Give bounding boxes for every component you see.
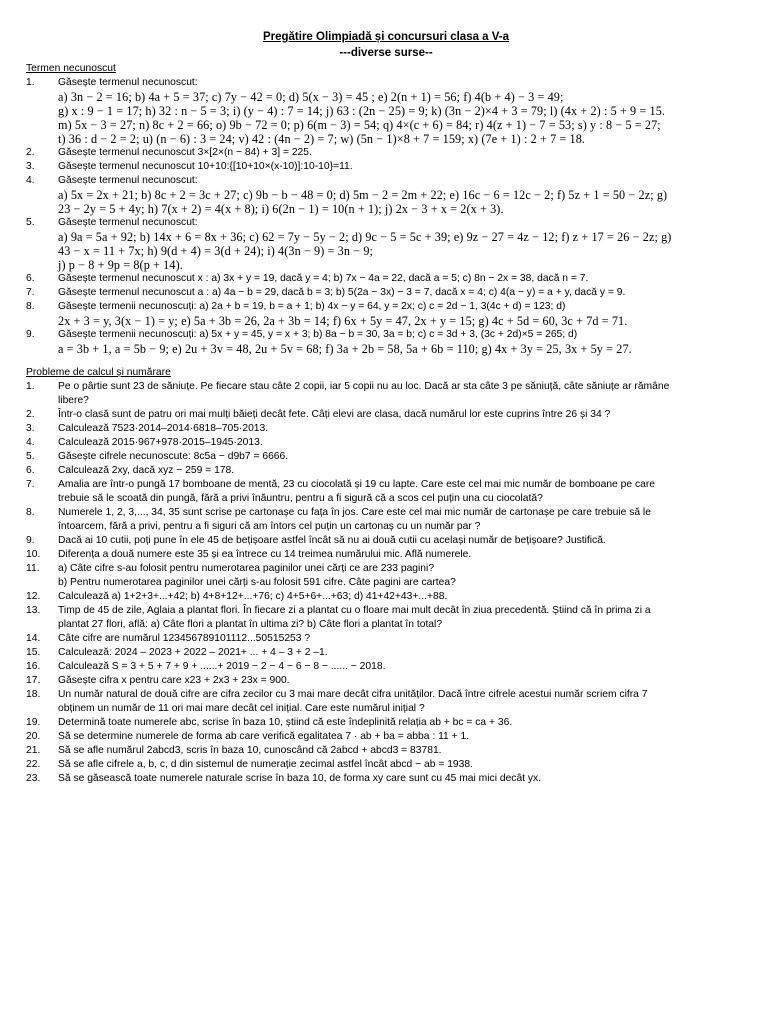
exercise-formula-line: a = 3b + 1, a = 5b − 9; e) 2u + 3v = 48, 2u + 5v = 68; f) 3a + 2b = 58, 5a + 6b = 110; g) 4x + 3y = 25, 3x + 5y = 27.: [58, 342, 632, 356]
exercise-text: [58, 604, 746, 632]
exercise-item: [26, 422, 746, 436]
exercise-text: [58, 674, 746, 688]
exercise-item: [26, 674, 746, 688]
exercise-text-line: Găsește termenii necunoscuți: a) 5x + y = 45, y = x + 3; b) 8a − b = 30, 3a = b; c) c = 3d + 3, (3c + 2d)×5 = 265; d): [58, 329, 578, 340]
exercise-item: [26, 408, 746, 422]
exercise-text: [58, 380, 746, 408]
exercise-number: 5.: [26, 451, 35, 462]
exercise-text-line: Numerele 1, 2, 3,..., 34, 35 sunt scrise pe cartonașe cu fața în jos. Care este cel mai mic număr de cartonașe pe care trebuie să le: [58, 507, 651, 518]
exercise-number: 4.: [26, 437, 35, 448]
exercise-text: [58, 216, 746, 272]
exercise-formula-line: a) 3n − 2 = 16; b) 4a + 5 = 37; c) 7y − 42 = 0; d) 5(x − 3) = 45 ; e) 2(n + 1) = 56; f) 4(b + 4) − 3 = 49;: [58, 90, 564, 104]
exercise-item: [26, 76, 746, 146]
exercise-text-line: Calculează 7523·2014–2014·6818–705·2013.: [58, 423, 269, 434]
exercise-formula-line: a) 9a = 5a + 92; b) 14x + 6 = 8x + 36; c) 62 = 7y − 5y − 2; d) 9c − 5 = 5c + 39; e) 9z − 27 = 4z − 12; f) z + 17 = 26 − 2z; g): [58, 230, 672, 244]
exercise-item: [26, 562, 746, 590]
exercise-number: 19.: [26, 717, 41, 728]
exercise-text-line: întoarcem, fără a privi, pentru a fi siguri că am întors cel puțin un cartonaș cu un număr par ?: [58, 521, 481, 532]
exercise-list-calculation-problems: [26, 380, 746, 786]
exercise-text-line: Să se determine numerele de forma ab care verifică egalitatea 7 · ab + ba = abba : 11 + 1.: [58, 731, 470, 742]
exercise-text: [58, 548, 746, 562]
exercise-text-line: Găsește termenul necunoscut 3×[2×(n − 84) + 3] = 225.: [58, 147, 312, 158]
exercise-text: [58, 146, 746, 160]
exercise-text: [58, 328, 746, 356]
exercise-number: 12.: [26, 591, 41, 602]
exercise-item: [26, 534, 746, 548]
exercise-formula-line: m) 5x − 3 = 27; n) 8c + 2 = 66; o) 9b − 72 = 0; p) 6(m − 3) = 54; q) 4×(c + 6) = 84; r) 4(z + 1) − 7 = 53; s) y : 8 − 5 = 27;: [58, 118, 661, 132]
exercise-text-line: Timp de 45 de zile, Aglaia a plantat flori. În fiecare zi a plantat cu o floare mai mult decât în ziua precedentă. Știind că în prima zi a: [58, 605, 651, 616]
exercise-text: [58, 160, 746, 174]
exercise-number: 11.: [26, 563, 40, 574]
exercise-text-line: Găsește termenii necunoscuți: a) 2a + b = 19, b = a + 1; b) 4x − y = 64, y = 2x; c) c = 2d − 1, 3(4c + d) = 123; d): [58, 301, 566, 312]
exercise-text-line: Câte cifre are numărul 123456789101112...50515253 ?: [58, 633, 311, 644]
exercise-text-line: plantat 27 flori, află: a) Câte flori a plantat în ultima zi? b) Câte flori a plantat în total?: [58, 619, 443, 630]
exercise-text: [58, 464, 746, 478]
exercise-text-line: Diferența a două numere este 35 și ea întrece cu 14 treimea numărului mic. Află numerele.: [58, 549, 472, 560]
exercise-text-line: Să se afle numărul 2abcd3, scris în baza 10, cunoscând că 2abcd + abcd3 = 83781.: [58, 745, 442, 756]
exercise-text-line: Calculează 2xy, dacă xyz − 259 = 178.: [58, 465, 235, 476]
exercise-text: [58, 450, 746, 464]
exercise-number: 10.: [26, 549, 41, 560]
exercise-number: 2.: [26, 409, 35, 420]
exercise-text-line: Găsește termenul necunoscut:: [58, 77, 198, 88]
exercise-text-line: a) Câte cifre s-au folosit pentru numerotarea paginilor unei cărți ce are 233 pagini?: [58, 563, 435, 574]
exercise-formula-line: j) p − 8 + 9p = 8(p + 14).: [58, 258, 183, 272]
exercise-item: [26, 380, 746, 408]
exercise-item: [26, 604, 746, 632]
exercise-text: [58, 688, 746, 716]
exercise-text: [58, 660, 746, 674]
exercise-item: [26, 772, 746, 786]
exercise-number: 15.: [26, 647, 41, 658]
exercise-text: [58, 590, 746, 604]
exercise-number: 22.: [26, 759, 41, 770]
exercise-text: [58, 422, 746, 436]
exercise-text: [58, 632, 746, 646]
exercise-number: 5.: [26, 217, 35, 228]
exercise-item: [26, 216, 746, 272]
exercise-text-line: Găsește termenul necunoscut:: [58, 175, 198, 186]
exercise-formula-line: a) 5x = 2x + 21; b) 8c + 2 = 3c + 27; c) 9b − b − 48 = 0; d) 5m − 2 = 2m + 22; e) 16c − 6 = 12c − 2; f) 5z + 1 = 50 − 2z; g): [58, 188, 668, 202]
exercise-number: 6.: [26, 273, 35, 284]
exercise-text-line: obținem un număr de 11 ori mai mare decât cel inițial. Care este numărul inițial ?: [58, 703, 425, 714]
exercise-number: 2.: [26, 147, 35, 158]
exercise-text: [58, 286, 746, 300]
exercise-item: [26, 548, 746, 562]
exercise-text-line: Pe o pârtie sunt 23 de săniuțe. Pe fiecare stau câte 2 copii, iar 5 copii nu au loc. Dacă ar sta câte 3 pe săniuță, câte săniuțe ar rămâne: [58, 381, 670, 392]
exercise-text: [58, 436, 746, 450]
exercise-text-line: Într-o clasă sunt de patru ori mai mulți băieți decât fete. Câți elevi are clasa, dacă numărul lor este cuprins între 26 și 34 ?: [58, 409, 611, 420]
exercise-text-line: Găsește termenul necunoscut x : a) 3x + y = 19, dacă y = 4; b) 7x − 4a = 22, dacă a = 5; c) 8n − 2x = 38, dacă n = 7.: [58, 273, 589, 284]
exercise-number: 3.: [26, 423, 35, 434]
exercise-number: 9.: [26, 329, 35, 340]
exercise-number: 18.: [26, 689, 41, 700]
exercise-number: 13.: [26, 605, 41, 616]
exercise-item: [26, 632, 746, 646]
exercise-text: [58, 562, 746, 590]
exercise-text-line: Dacă ai 10 cutii, poți pune în ele 45 de bețișoare astfel încât să nu ai două cutii cu același număr de bețișoare? Justifică.: [58, 535, 606, 546]
exercise-text-line: b) Pentru numerotarea paginilor unei cărți s-au folosit 591 cifre. Câte pagini are cartea?: [58, 577, 456, 588]
exercise-number: 3.: [26, 161, 35, 172]
exercise-text: [58, 716, 746, 730]
exercise-text-line: trebuie să le scoată din pungă, fără a privi înăuntru, pentru a fi sigură că a scos cel puțin una cu ciocolată?: [58, 493, 543, 504]
exercise-list-unknown-term: [26, 76, 746, 356]
exercise-text-line: Să se afle cifrele a, b, c, d din sistemul de numerație zecimal astfel încât abcd − ab = 1938.: [58, 759, 473, 770]
exercise-item: [26, 272, 746, 286]
exercise-number: 9.: [26, 535, 35, 546]
exercise-text-line: Găsește termenul necunoscut:: [58, 217, 198, 228]
exercise-item: [26, 328, 746, 356]
exercise-text-line: Determină toate numerele abc, scrise în baza 10, știind că este îndeplinită relația ab + bc = ca + 36.: [58, 717, 513, 728]
exercise-item: [26, 758, 746, 772]
exercise-formula-line: t) 36 : d − 2 = 2; u) (n − 6) : 3 = 24; v) 42 : (4n − 2) = 7; w) (5n − 1)×8 + 7 = 159; x) (7e + 1) : 2 + 7 = 18.: [58, 132, 586, 146]
exercise-item: [26, 478, 746, 506]
exercise-number: 21.: [26, 745, 41, 756]
exercise-item: [26, 450, 746, 464]
exercise-text: [58, 300, 746, 328]
section-title-unknown-term: Termen necunoscut: [26, 63, 116, 74]
exercise-number: 1.: [26, 381, 35, 392]
exercise-text: [58, 744, 746, 758]
exercise-text: [58, 758, 746, 772]
exercise-text: [58, 534, 746, 548]
exercise-number: 14.: [26, 633, 41, 644]
exercise-text-line: Calculează a) 1+2+3+...+42; b) 4+8+12+...+76; c) 4+5+6+...+63; d) 41+42+43+...+88.: [58, 591, 448, 602]
exercise-text: [58, 174, 746, 216]
exercise-text: [58, 408, 746, 422]
exercise-text: [58, 478, 746, 506]
exercise-number: 7.: [26, 479, 35, 490]
exercise-item: [26, 730, 746, 744]
exercise-text: [58, 772, 746, 786]
exercise-number: 20.: [26, 731, 41, 742]
exercise-formula-line: g) x : 9 − 1 = 17; h) 32 : n − 5 = 3; i) (y − 4) : 7 = 14; j) 63 : (2n − 25) = 9; k) (3n − 2)×4 + 3 = 79; l) (4x + 2) : 5 + 9 = 15.: [58, 104, 666, 118]
exercise-text: [58, 506, 746, 534]
exercise-item: [26, 660, 746, 674]
exercise-item: [26, 146, 746, 160]
exercise-text-line: Calculează 2015·967+978·2015–1945·2013.: [58, 437, 263, 448]
exercise-number: 8.: [26, 301, 35, 312]
exercise-number: 23.: [26, 773, 41, 784]
exercise-number: 8.: [26, 507, 35, 518]
page-subtitle: ---diverse surse--: [339, 47, 433, 59]
exercise-text-line: Amalia are într-o pungă 17 bomboane de mentă, 23 cu ciocolată și 19 cu lapte. Care este cel mai mic număr de bomboane pe care: [58, 479, 655, 490]
exercise-item: [26, 436, 746, 450]
exercise-text-line: Găsește termenul necunoscut a : a) 4a − b = 29, dacă b = 3; b) 5(2a − 3x) − 3 = 7, dacă x = 4; c) 4(a − y) = a + y, dacă y = 9.: [58, 287, 626, 298]
exercise-text-line: libere?: [58, 395, 89, 406]
exercise-item: [26, 646, 746, 660]
exercise-number: 4.: [26, 175, 35, 186]
section-title-calculation-problems: Probleme de calcul și numărare: [26, 367, 171, 378]
exercise-item: [26, 160, 746, 174]
exercise-text-line: Găsește cifra x pentru care x23 + 2x3 + 23x = 900.: [58, 675, 290, 686]
exercise-item: [26, 688, 746, 716]
exercise-text-line: Calculează: 2024 – 2023 + 2022 – 2021+ ... + 4 – 3 + 2 –1.: [58, 647, 328, 658]
exercise-number: 16.: [26, 661, 41, 672]
exercise-item: [26, 464, 746, 478]
exercise-formula-line: 43 − x = 11 + 7x; h) 9(d + 4) = 3(d + 24); i) 4(3n − 9) = 3n − 9;: [58, 244, 374, 258]
exercise-text-line: Găsește cifrele necunoscute: 8c5a − d9b7 = 6666.: [58, 451, 289, 462]
exercise-text-line: Calculează S = 3 + 5 + 7 + 9 + ......+ 2019 − 2 − 4 − 6 − 8 − ...... − 2018.: [58, 661, 386, 672]
exercise-number: 6.: [26, 465, 35, 476]
exercise-text-line: Găsește termenul necunoscut 10+10:{[10+10×(x-10)]:10-10}=11.: [58, 161, 353, 172]
exercise-item: [26, 286, 746, 300]
exercise-text: [58, 646, 746, 660]
exercise-item: [26, 300, 746, 328]
exercise-number: 7.: [26, 287, 35, 298]
exercise-text: [58, 76, 746, 146]
exercise-item: [26, 716, 746, 730]
page-title: Pregătire Olimpiadă și concursuri clasa a V-a: [262, 31, 510, 43]
exercise-number: 17.: [26, 675, 41, 686]
exercise-item: [26, 744, 746, 758]
exercise-text-line: Un număr natural de două cifre are cifra zecilor cu 3 mai mare decât cifra unităților. Dacă între cifrele acestui număr scriem cifra 7: [58, 689, 648, 700]
exercise-item: [26, 590, 746, 604]
exercise-formula-line: 23 − 2y = 5 + 4y; h) 7(x + 2) = 4(x + 8); i) 6(2n − 1) = 10(n + 1); j) 2x − 3 + x = 2(x + 3).: [58, 202, 504, 216]
exercise-formula-line: 2x + 3 = y, 3(x − 1) = y; e) 5a + 3b = 26, 2a + 3b = 14; f) 6x + 5y = 47, 2x + y = 15; g) 4c + 5d = 60, 3c + 7d = 71.: [58, 314, 628, 328]
exercise-text-line: Să se găsească toate numerele naturale scrise în baza 10, de forma xy care sunt cu 45 mai mici decât yx.: [58, 773, 542, 784]
exercise-item: [26, 506, 746, 534]
worksheet-page: [26, 30, 746, 786]
exercise-text: [58, 730, 746, 744]
exercise-number: 1.: [26, 77, 35, 88]
exercise-item: [26, 174, 746, 216]
exercise-text: [58, 272, 746, 286]
